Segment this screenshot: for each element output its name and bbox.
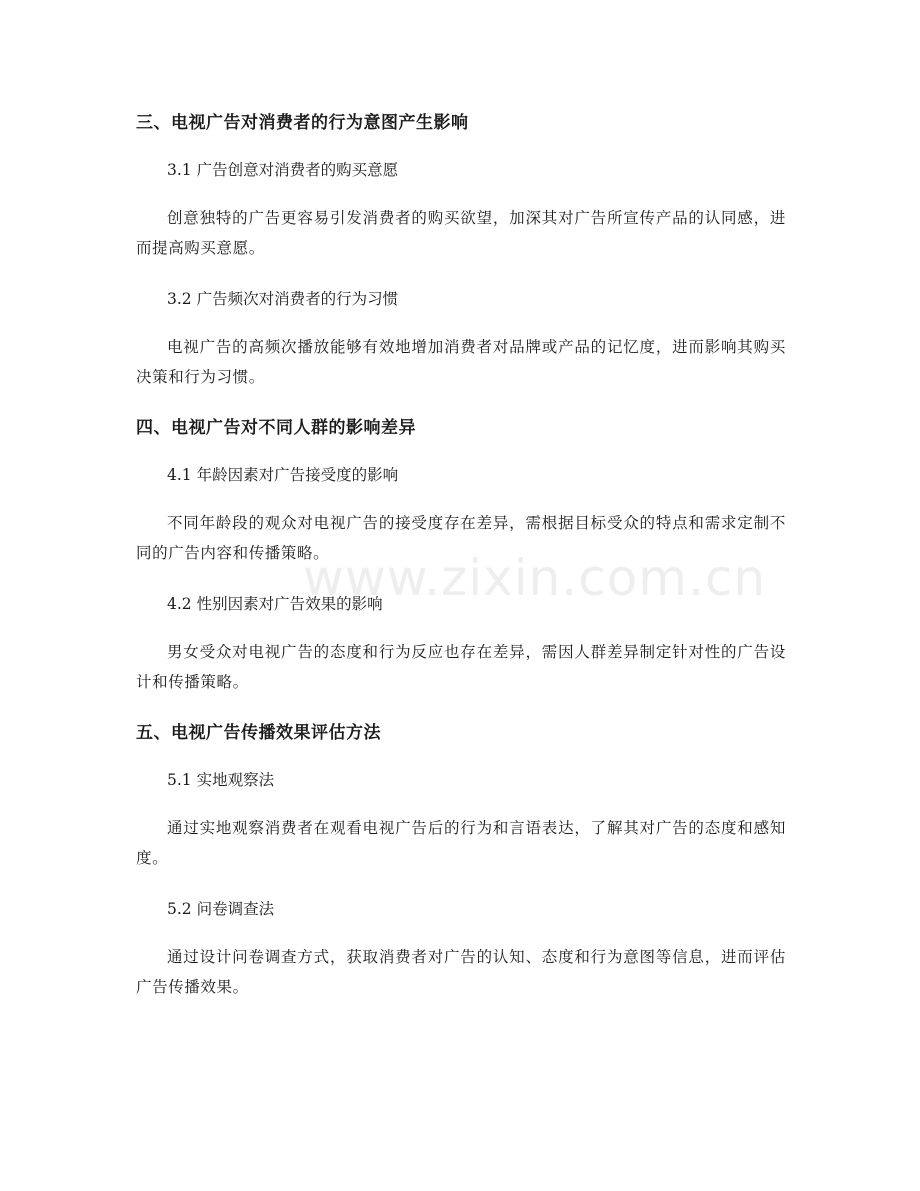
section-3 [136, 108, 786, 392]
paragraph: 创意独特的广告更容易引发消费者的购买欲望，加深其对广告所宣传产品的认同感，进而提高购买意愿。 [136, 209, 786, 257]
document-content [136, 108, 786, 1023]
subsection-title: 4.1 年龄因素对广告接受度的影响 [167, 466, 399, 484]
section-4 [136, 413, 786, 697]
subsection-title: 3.2 广告频次对消费者的行为习惯 [167, 290, 399, 308]
paragraph: 通过实地观察消费者在观看电视广告后的行为和言语表达，了解其对广告的态度和感知度。 [136, 819, 786, 867]
subsection-title: 5.2 问卷调查法 [167, 900, 275, 918]
section-heading: 五、电视广告传播效果评估方法 [136, 723, 381, 743]
paragraph: 通过设计问卷调查方式，获取消费者对广告的认知、态度和行为意图等信息，进而评估广告传播效果。 [136, 948, 786, 996]
section-heading: 三、电视广告对消费者的行为意图产生影响 [136, 113, 469, 133]
watermark: www.zixin.com.cn [303, 549, 767, 607]
subsection-title: 5.1 实地观察法 [167, 771, 275, 789]
paragraph: 电视广告的高频次播放能够有效地增加消费者对品牌或产品的记忆度，进而影响其购买决策和行为习惯。 [136, 338, 786, 386]
section-5 [136, 718, 786, 1002]
subsection-title: 3.1 广告创意对消费者的购买意愿 [167, 161, 399, 179]
paragraph: 男女受众对电视广告的态度和行为反应也存在差异，需因人群差异制定针对性的广告设计和传播策略。 [136, 643, 786, 691]
section-heading: 四、电视广告对不同人群的影响差异 [136, 418, 416, 438]
paragraph: 不同年龄段的观众对电视广告的接受度存在差异，需根据目标受众的特点和需求定制不同的广告内容和传播策略。 [136, 514, 786, 562]
subsection-title: 4.2 性别因素对广告效果的影响 [167, 595, 383, 613]
